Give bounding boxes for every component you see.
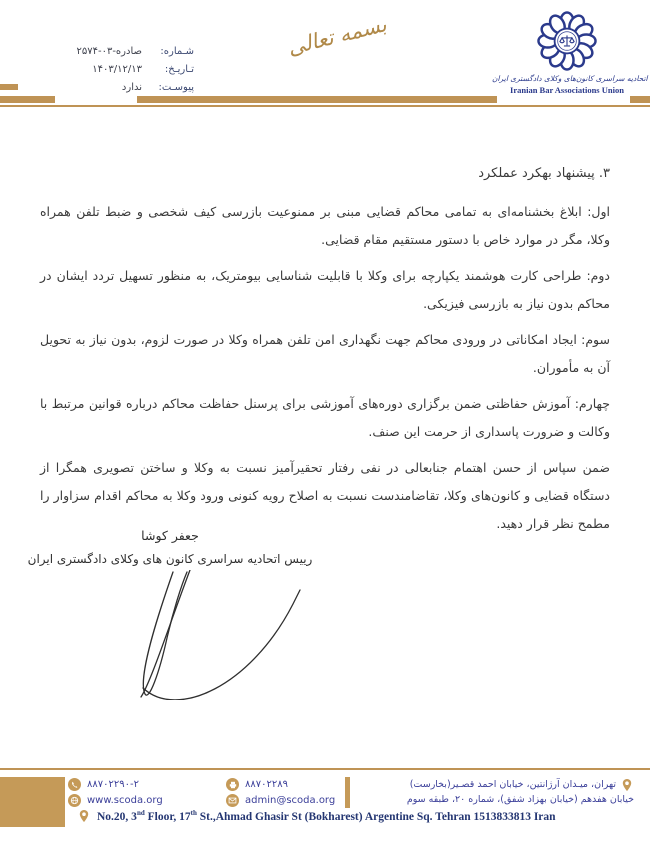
website-url: www.scoda.org bbox=[87, 795, 163, 806]
paragraph-first: اول: ابلاغ بخشنامه‌ای به تمامی محاکم قضایی مبنی بر ممنوعیت بازرسی کیف شخصی و ضبط تلفن همراه وکلا، مگر در موارد خاص با دستور مستقیم مقام قضایی. bbox=[40, 204, 610, 247]
reference-block bbox=[34, 46, 194, 100]
date-label: تـاریـخ: bbox=[164, 64, 194, 75]
envelope-icon bbox=[226, 794, 239, 807]
attachment-label: پیوسـت: bbox=[158, 82, 194, 93]
ref-row-attachment bbox=[34, 82, 194, 93]
header-band-main-segment bbox=[137, 96, 497, 103]
letter-body bbox=[40, 160, 610, 538]
header-band-left-segment bbox=[0, 96, 55, 103]
website-row bbox=[68, 794, 163, 807]
phone-icon bbox=[68, 778, 81, 791]
phone-number: ۸۸۷۰۲۲۹۰-۲ bbox=[87, 779, 139, 790]
organization-logo bbox=[492, 10, 648, 95]
number-label: شـماره: bbox=[160, 46, 194, 57]
logo-caption-en: Iranian Bar Associations Union bbox=[510, 85, 624, 95]
fax-row bbox=[226, 778, 288, 791]
address-fa-line2: خیابان هفدهم (خیابان بهزاد شفق)، شماره ۲۰، طبقه سوم bbox=[406, 794, 634, 805]
header-band-corner-segment bbox=[0, 84, 18, 90]
bar-union-rosette-icon bbox=[536, 10, 598, 72]
address-fa bbox=[364, 777, 634, 807]
header-rule-line bbox=[0, 105, 650, 107]
handwritten-signature bbox=[55, 570, 305, 700]
bismillah-calligraphy: بسمه تعالی bbox=[285, 12, 389, 60]
fax-number: ۸۸۷۰۲۲۸۹ bbox=[245, 779, 288, 790]
address-en-text: No.20, 3nd Floor, 17th St.,Ahmad Ghasir St (Bokharest) Argentine Sq. Tehran 1513833813 Iran bbox=[97, 809, 556, 823]
footer-divider-bar bbox=[345, 777, 350, 808]
fax-icon bbox=[226, 778, 239, 791]
ref-row-date bbox=[34, 64, 194, 75]
logo-caption-fa: اتحادیه سراسری کانون‌های وکلای دادگستری ایران bbox=[492, 74, 648, 83]
address-fa-line1: تهران، میـدان آرژانتین، خیابان احمد قصـیر(بخارست) bbox=[409, 779, 616, 790]
address-en bbox=[77, 809, 556, 823]
phone-row bbox=[68, 778, 139, 791]
email-address: admin@scoda.org bbox=[245, 795, 336, 806]
header-band-right-segment bbox=[630, 96, 650, 103]
signer-title: رییس اتحادیه سراسری کانون های وکلای دادگستری ایران bbox=[27, 552, 313, 566]
number-value: ۲۵۷۴-صادره-۰۳ bbox=[76, 46, 142, 57]
letter-heading: ۳. پیشنهاد بهکرد عملکرد bbox=[478, 166, 610, 181]
signature-block bbox=[20, 528, 320, 566]
paragraph-fourth: چهارم: آموزش حفاظتی ضمن برگزاری دوره‌های آموزشی برای پرسنل حفاظت محاکم درباره قوانین مرتبط با وکالت و ضرورت پاسداری از حرمت این صنف. bbox=[40, 396, 610, 439]
paragraph-closing: ضمن سپاس از حسن اهتمام جنابعالی در نفی رفتار تحقیرآمیز نسبت به وکلا و ساختن تصویری همگرا از دستگاه قضایی و کانون‌های وکلا، تقاضامندست نسبت به اصلاح رویه کنونی ورود وکلا به محاکم اقدام سزاوار را مطمح نظر قرار دهید. bbox=[40, 460, 610, 531]
location-pin-icon bbox=[77, 809, 91, 823]
email-row bbox=[226, 794, 335, 807]
date-value: ۱۴۰۳/۱۲/۱۳ bbox=[92, 64, 142, 75]
signer-name: جعفر کوشا bbox=[141, 528, 199, 543]
globe-icon bbox=[68, 794, 81, 807]
footer-gold-block bbox=[0, 777, 65, 827]
ref-row-number bbox=[34, 46, 194, 57]
attachment-value: ندارد bbox=[121, 82, 142, 93]
paragraph-second: دوم: طراحی کارت هوشمند یکپارچه برای وکلا با قابلیت شناسایی بیومتریک، به منظور تسهیل تردد ایشان در محاکم بدون نیاز به بازرسی فیزیکی. bbox=[40, 268, 610, 311]
paragraph-third: سوم: ایجاد امکاناتی در ورودی محاکم جهت نگهداری امن تلفن همراه وکلا در صورت لزوم، بدون نیاز به تحویل آن به مأموران. bbox=[40, 332, 610, 375]
footer-rule-line bbox=[0, 768, 650, 770]
location-pin-icon bbox=[620, 778, 634, 792]
